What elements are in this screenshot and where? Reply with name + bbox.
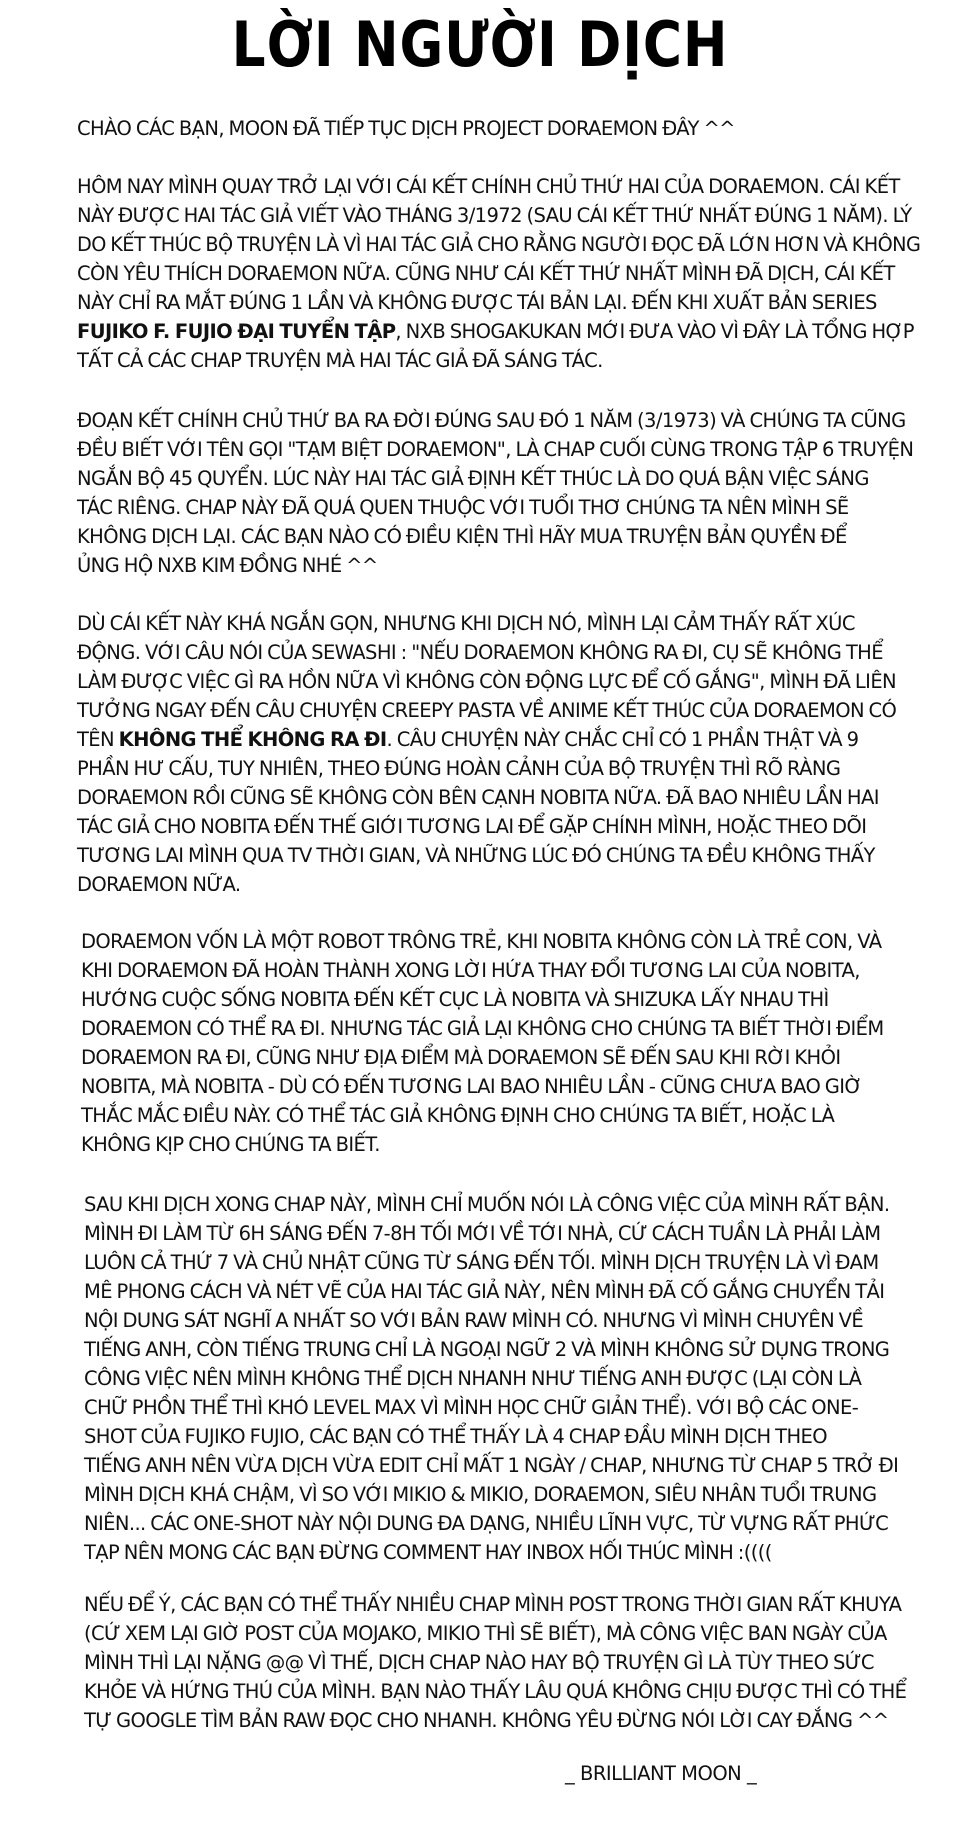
- p2-line-1: ĐOẠN KẾT CHÍNH CHỦ THỨ BA RA ĐỜI ĐÚNG SAU ĐÓ 1 NĂM (3/1973) VÀ CHÚNG TA CŨNG: [77, 409, 906, 432]
- p2-line-6: ỦNG HỘ NXB KIM ĐỒNG NHÉ ^^: [77, 554, 378, 577]
- p4-line-2: KHI DORAEMON ĐÃ HOÀN THÀNH XONG LỜI HỨA THAY ĐỔI TƯƠNG LAI CỦA NOBITA,: [81, 959, 860, 982]
- p6-line-5: TỰ GOOGLE TÌM BẢN RAW ĐỌC CHO NHANH. KHÔNG YÊU ĐỪNG NÓI LỜI CAY ĐẮNG ^^: [84, 1709, 889, 1732]
- p3-line-1: DÙ CÁI KẾT NÀY KHÁ NGẮN GỌN, NHƯNG KHI DỊCH NÓ, MÌNH LẠI CẢM THẤY RẤT XÚC: [77, 612, 855, 635]
- p3-line-5-rest: . CÂU CHUYỆN NÀY CHẮC CHỈ CÓ 1 PHẦN THẬT VÀ 9: [386, 728, 859, 751]
- p3-line-6: PHẦN HƯ CẤU, TUY NHIÊN, THEO ĐÚNG HOÀN CẢNH CỦA BỘ TRUYỆN THÌ RÕ RÀNG: [77, 757, 841, 780]
- p5-line-13: TẠP NÊN MONG CÁC BẠN ĐỪNG COMMENT HAY INBOX HỐI THÚC MÌNH :((((: [84, 1541, 772, 1564]
- greeting-paragraph: [77, 114, 735, 143]
- series-name-bold: FUJIKO F. FUJIO ĐẠI TUYỂN TẬP: [77, 320, 396, 343]
- p4-line-5: DORAEMON RA ĐI, CŨNG NHƯ ĐỊA ĐIỂM MÀ DORAEMON SẼ ĐẾN SAU KHI RỜI KHỎI: [81, 1046, 841, 1069]
- p5-line-11: MÌNH DỊCH KHÁ CHẬM, VÌ SO VỚI MIKIO & MIKIO, DORAEMON, SIÊU NHÂN TUỔI TRUNG: [84, 1483, 877, 1506]
- p1-line-4: CÒN YÊU THÍCH DORAEMON NỮA. CŨNG NHƯ CÁI KẾT THỨ NHẤT MÌNH ĐÃ DỊCH, CÁI KẾT: [77, 262, 895, 285]
- p6-line-2: (CỨ XEM LẠI GIỜ POST CỦA MOJAKO, MIKIO THÌ SẼ BIẾT), MÀ CÔNG VIỆC BAN NGÀY CỦA: [84, 1622, 887, 1645]
- p5-line-12: NIÊN... CÁC ONE-SHOT NÀY NỘI DUNG ĐA DẠNG, NHIỀU LĨNH VỰC, TỪ VỰNG RẤT PHỨC: [84, 1512, 889, 1535]
- p5-line-3: LUÔN CẢ THỨ 7 VÀ CHỦ NHẬT CŨNG TỪ SÁNG ĐẾN TỐI. MÌNH DỊCH TRUYỆN LÀ VÌ ĐAM: [84, 1251, 879, 1274]
- p1-line-6: [77, 317, 932, 346]
- p3-line-7: DORAEMON RỒI CŨNG SẼ KHÔNG CÒN BÊN CẠNH NOBITA NỮA. ĐÃ BAO NHIÊU LẦN HAI: [77, 786, 879, 809]
- p6-line-4: KHỎE VÀ HỨNG THÚ CỦA MÌNH. BẠN NÀO THẤY LÂU QUÁ KHÔNG CHỊU ĐƯỢC THÌ CÓ THỂ: [84, 1680, 907, 1703]
- p5-line-7: CÔNG VIỆC NÊN MÌNH KHÔNG THỂ DỊCH NHANH NHƯ TIẾNG ANH ĐƯỢC (LẠI CÒN LÀ: [84, 1367, 862, 1390]
- p5-line-6: TIẾNG ANH, CÒN TIẾNG TRUNG CHỈ LÀ NGOẠI NGỮ 2 VÀ MÌNH KHÔNG SỬ DỤNG TRONG: [84, 1338, 890, 1361]
- p3-line-8: TÁC GIẢ CHO NOBITA ĐẾN THẾ GIỚI TƯƠNG LAI ĐỂ GẶP CHÍNH MÌNH, HOẶC THEO DÕI: [77, 815, 867, 838]
- paragraph-4: [81, 927, 884, 1159]
- p4-line-3: HƯỚNG CUỘC SỐNG NOBITA ĐẾN KẾT CỤC LÀ NOBITA VÀ SHIZUKA LẤY NHAU THÌ: [81, 988, 829, 1011]
- p4-line-7: THẮC MẮC ĐIỀU NÀY. CÓ THỂ TÁC GIẢ KHÔNG ĐỊNH CHO CHÚNG TA BIẾT, HOẶC LÀ: [81, 1104, 835, 1127]
- p3-line-5-start: TÊN: [77, 728, 119, 751]
- p5-line-2: MÌNH ĐI LÀM TỪ 6H SÁNG ĐẾN 7-8H TỐI MỚI VỀ TỚI NHÀ, CỨ CÁCH TUẦN LÀ PHẢI LÀM: [84, 1222, 881, 1245]
- p2-line-4: TÁC RIÊNG. CHAP NÀY ĐÃ QUÁ QUEN THUỘC VỚI TUỔI THƠ CHÚNG TA NÊN MÌNH SẼ: [77, 496, 849, 519]
- translator-signature: _ BRILLIANT MOON _: [565, 1762, 757, 1785]
- paragraph-1: [77, 172, 932, 375]
- p5-line-4: MÊ PHONG CÁCH VÀ NÉT VẼ CỦA HAI TÁC GIẢ NÀY, NÊN MÌNH ĐÃ CỐ GẮNG CHUYỂN TẢI: [84, 1280, 885, 1303]
- paragraph-2: [77, 406, 913, 580]
- paragraph-5: [84, 1190, 898, 1567]
- p4-line-4: DORAEMON CÓ THỂ RA ĐI. NHƯNG TÁC GIẢ LẠI KHÔNG CHO CHÚNG TA BIẾT THỜI ĐIỂM: [81, 1017, 884, 1040]
- p5-line-8: CHỮ PHỒN THỂ THÌ KHÓ LEVEL MAX VÌ MÌNH HỌC CHỮ GIẢN THỂ). VỚI BỘ CÁC ONE-: [84, 1396, 859, 1419]
- p5-line-1: SAU KHI DỊCH XONG CHAP NÀY, MÌNH CHỈ MUỐN NÓI LÀ CÔNG VIỆC CỦA MÌNH RẤT BẬN.: [84, 1193, 890, 1216]
- greeting-line: CHÀO CÁC BẠN, MOON ĐÃ TIẾP TỤC DỊCH PROJECT DORAEMON ĐÂY ^^: [77, 117, 735, 140]
- paragraph-6: [84, 1590, 906, 1735]
- p5-line-9: SHOT CỦA FUJIKO FUJIO, CÁC BẠN CÓ THỂ THẤY LÀ 4 CHAP ĐẦU MÌNH DỊCH THEO: [84, 1425, 827, 1448]
- p1-line-5: NÀY CHỈ RA MẮT ĐÚNG 1 LẦN VÀ KHÔNG ĐƯỢC TÁI BẢN LẠI. ĐẾN KHI XUẤT BẢN SERIES: [77, 291, 877, 314]
- p1-line-7: TẤT CẢ CÁC CHAP TRUYỆN MÀ HAI TÁC GIẢ ĐÃ SÁNG TÁC.: [77, 349, 603, 372]
- p1-line-1: HÔM NAY MÌNH QUAY TRỞ LẠI VỚI CÁI KẾT CHÍNH CHỦ THỨ HAI CỦA DORAEMON. CÁI KẾT: [77, 175, 900, 198]
- p5-line-5: NỘI DUNG SÁT NGHĨ A NHẤT SO VỚI BẢN RAW MÌNH CÓ. NHƯNG VÌ MÌNH CHUYÊN VỀ: [84, 1309, 864, 1332]
- p4-line-8: KHÔNG KỊP CHO CHÚNG TA BIẾT.: [81, 1133, 380, 1156]
- p4-line-1: DORAEMON VỐN LÀ MỘT ROBOT TRÔNG TRẺ, KHI NOBITA KHÔNG CÒN LÀ TRẺ CON, VÀ: [81, 930, 882, 953]
- p6-line-3: MÌNH THÌ LẠI NẶNG @@ VÌ THẾ, DỊCH CHAP NÀO HAY BỘ TRUYỆN GÌ LÀ TÙY THEO SỨC: [84, 1651, 874, 1674]
- p3-line-4: TƯỞNG NGAY ĐẾN CÂU CHUYỆN CREEPY PASTA VỀ ANIME KẾT THÚC CỦA DORAEMON CÓ: [77, 699, 897, 722]
- p2-line-2: ĐỀU BIẾT VỚI TÊN GỌI "TẠM BIỆT DORAEMON", LÀ CHAP CUỐI CÙNG TRONG TẬP 6 TRUYỆN: [77, 438, 914, 461]
- p3-line-2: ĐỘNG. VỚI CÂU NÓI CỦA SEWASHI : "NẾU DORAEMON KHÔNG RA ĐI, CỤ SẼ KHÔNG THỂ: [77, 641, 883, 664]
- p3-line-3: LÀM ĐƯỢC VIỆC GÌ RA HỒN NỮA VÌ KHÔNG CÒN ĐỘNG LỰC ĐỂ CỐ GẮNG", MÌNH ĐÃ LIÊN: [77, 670, 897, 693]
- p3-line-10: DORAEMON NỮA.: [77, 873, 241, 896]
- p3-line-9: TƯƠNG LAI MÌNH QUA TV THỜI GIAN, VÀ NHỮNG LÚC ĐÓ CHÚNG TA ĐỀU KHÔNG THẤY: [77, 844, 875, 867]
- p5-line-10: TIẾNG ANH NÊN VỪA DỊCH VỪA EDIT CHỈ MẤT 1 NGÀY / CHAP, NHƯNG TỪ CHAP 5 TRỞ ĐI: [84, 1454, 899, 1477]
- p3-line-5: [77, 725, 896, 754]
- p4-line-6: NOBITA, MÀ NOBITA - DÙ CÓ ĐẾN TƯƠNG LAI BAO NHIÊU LẦN - CŨNG CHƯA BAO GIỜ: [81, 1075, 862, 1098]
- p1-line-2: NÀY ĐƯỢC HAI TÁC GIẢ VIẾT VÀO THÁNG 3/1972 (SAU CÁI KẾT THỨ NHẤT ĐÚNG 1 NĂM). LÝ: [77, 204, 912, 227]
- page-title: LỜI NGƯỜI DỊCH: [231, 8, 729, 81]
- paragraph-3: [77, 609, 896, 899]
- p6-line-1: NẾU ĐỂ Ý, CÁC BẠN CÓ THỂ THẤY NHIỀU CHAP MÌNH POST TRONG THỜI GIAN RẤT KHUYA: [84, 1593, 902, 1616]
- p2-line-5: KHÔNG DỊCH LẠI. CÁC BẠN NÀO CÓ ĐIỀU KIỆN THÌ HÃY MUA TRUYỆN BẢN QUYỀN ĐỂ: [77, 525, 847, 548]
- p1-line-6-rest: , NXB SHOGAKUKAN MỚI ĐƯA VÀO VÌ ĐÂY LÀ TỔNG HỢP: [395, 320, 914, 343]
- story-title-bold: KHÔNG THỂ KHÔNG RA ĐI: [118, 728, 387, 751]
- p2-line-3: NGẮN BỘ 45 QUYỂN. LÚC NÀY HAI TÁC GIẢ ĐỊNH KẾT THÚC LÀ DO QUÁ BẬN VIỆC SÁNG: [77, 467, 869, 490]
- p1-line-3: DO KẾT THÚC BỘ TRUYỆN LÀ VÌ HAI TÁC GIẢ CHO RẰNG NGƯỜI ĐỌC ĐÃ LỚN HƠN VÀ KHÔNG: [77, 233, 921, 256]
